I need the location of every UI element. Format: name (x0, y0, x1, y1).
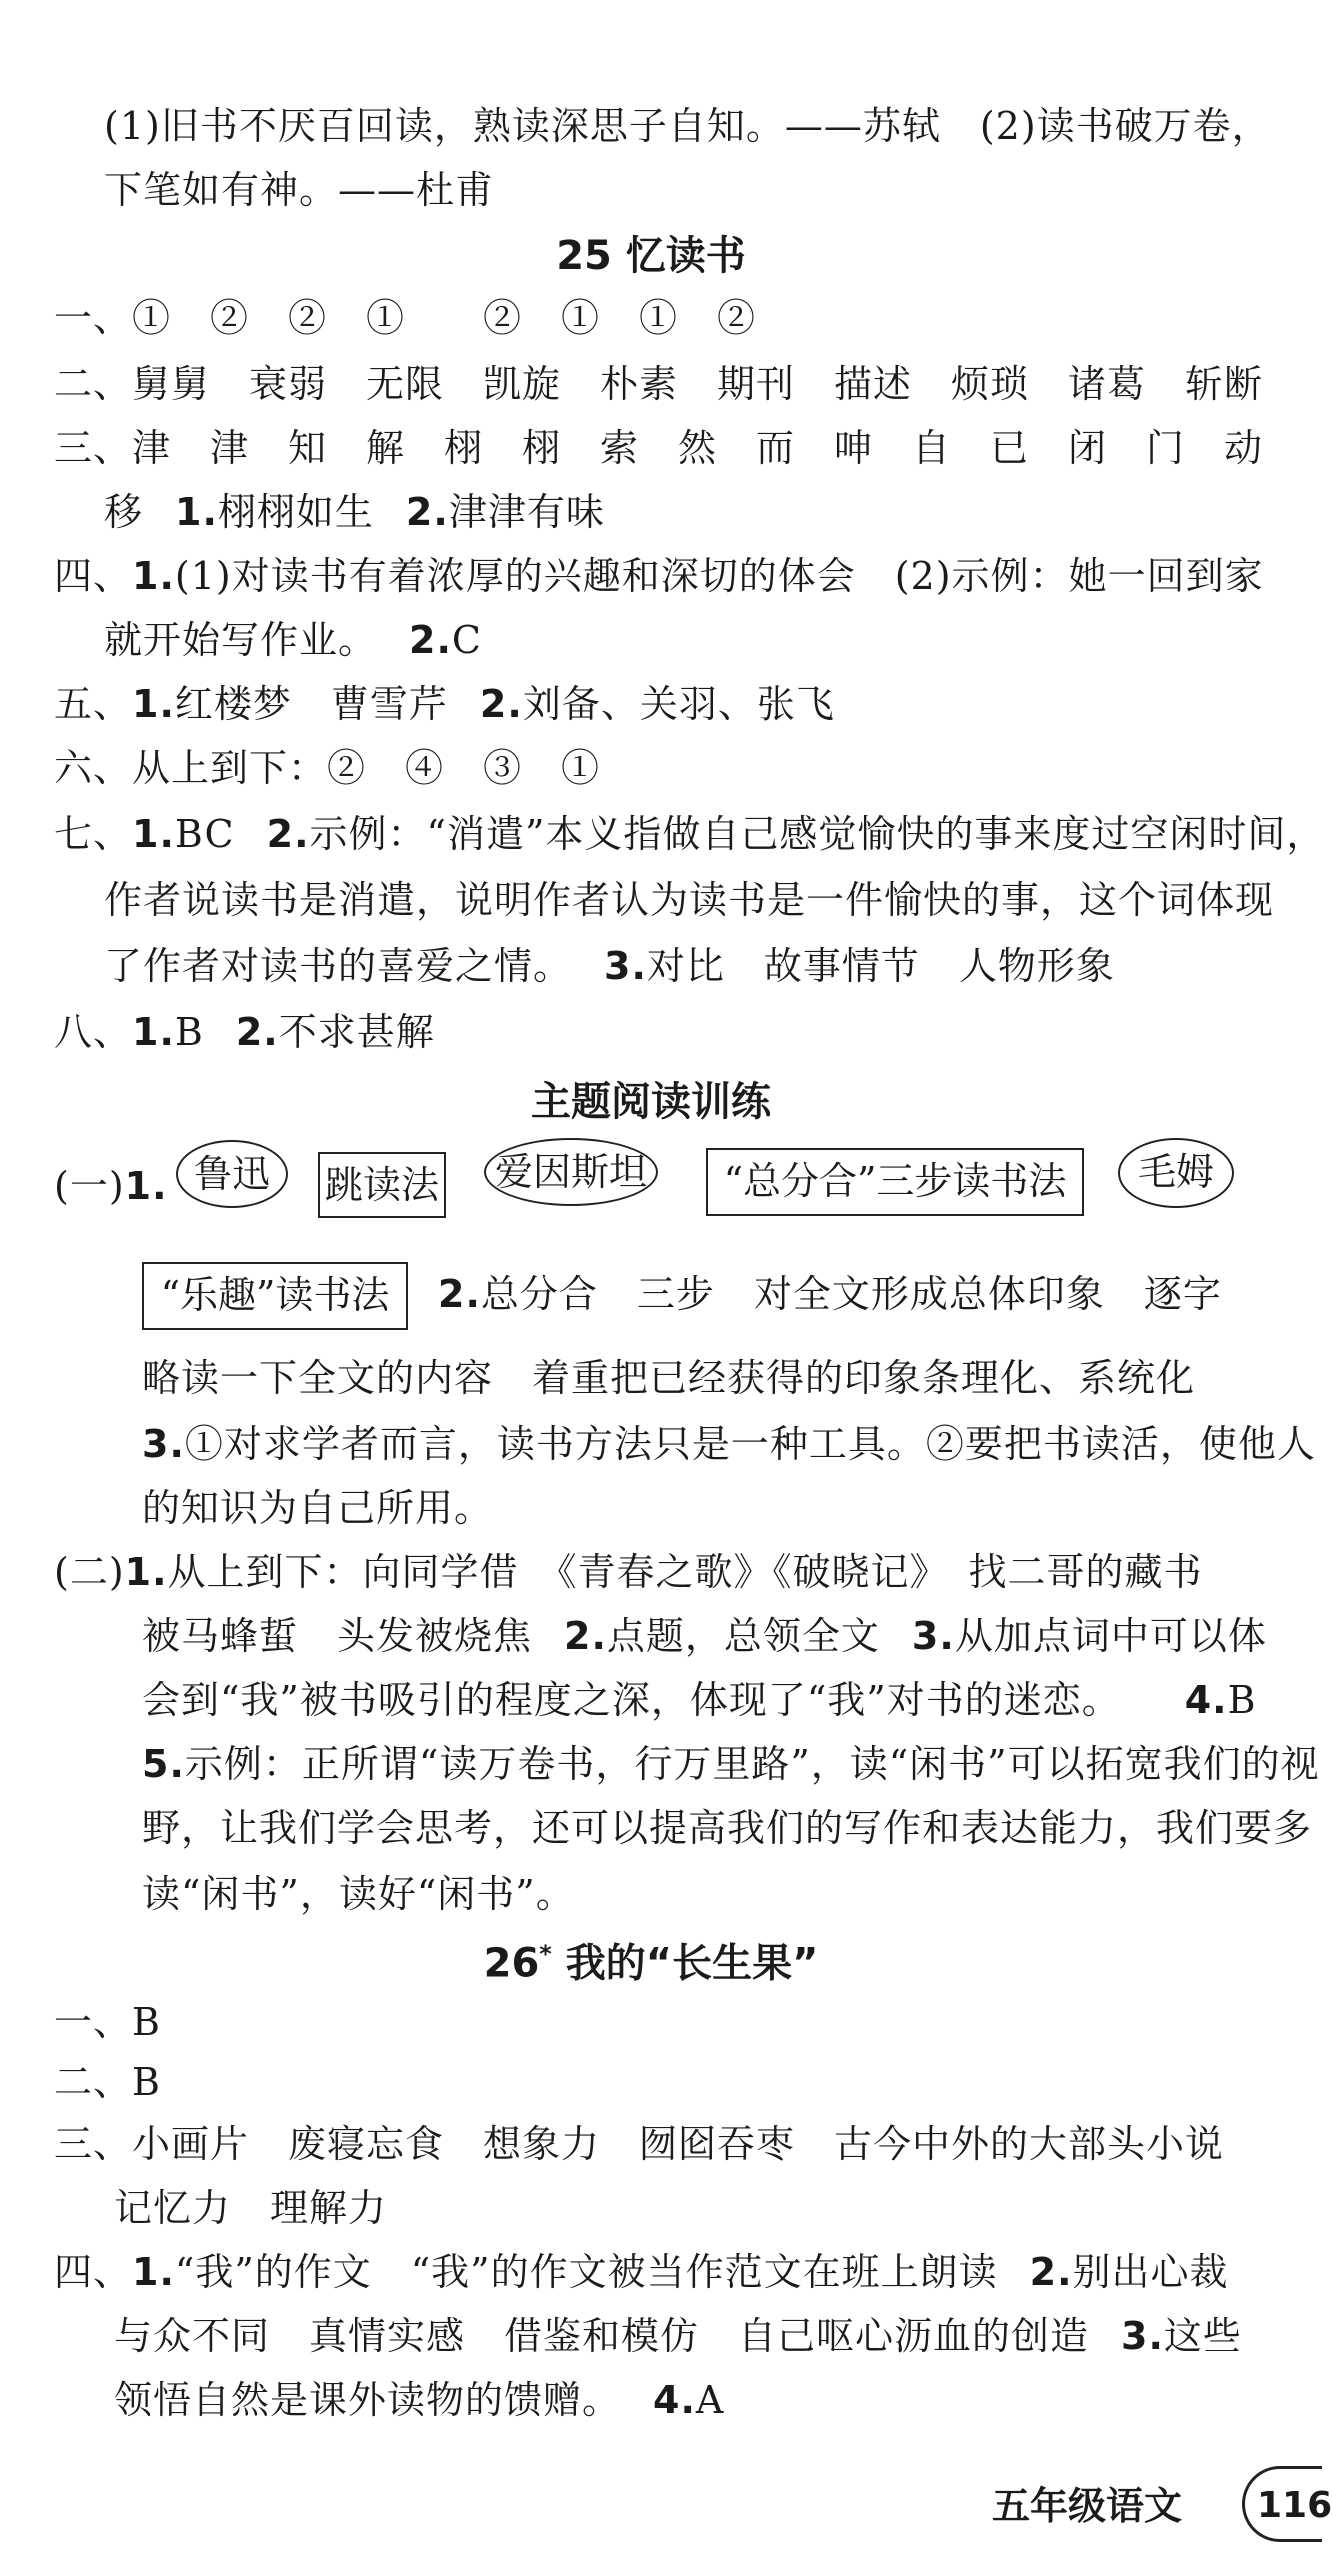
num-1: 1. (132, 2250, 175, 2294)
poem-line-1: (1)旧书不厌百回读，熟读深思子自知。——苏轼 (2)读书破万卷， (104, 104, 1271, 148)
s25-q4-line2 (104, 612, 482, 668)
s25-q5 (54, 676, 835, 732)
section-26-number: 26 (483, 1940, 540, 1987)
s26-q4-ans1: “我”的作文 “我”的作文被当作范文在班上朗读 (174, 2250, 998, 2294)
oval-box-maomu: 毛姆 (1118, 1138, 1234, 1208)
part1-q2-line1 (438, 1266, 1222, 1322)
page-number: 116 (1242, 2466, 1322, 2542)
num-2: 2. (1029, 2250, 1073, 2294)
s25-q8-ans2: 不求甚解 (278, 1010, 435, 1054)
num-1: 1. (132, 682, 175, 726)
part1-pre: (一) (54, 1164, 125, 1208)
s25-q8-ans1: B (174, 1010, 204, 1054)
s25-q6: 六、从上到下：② ④ ③ ① (54, 746, 601, 790)
num-4: 4. (1184, 1678, 1228, 1722)
part2-q1-text: 从上到下：向同学借 《青春之歌》《破晓记》 找二哥的藏书 (167, 1550, 1203, 1594)
part2-line5: 野，让我们学会思考，还可以提高我们的写作和表达能力，我们要多 (142, 1806, 1313, 1850)
s25-q3-pre: 移 (104, 490, 144, 534)
num-1: 1. (132, 1010, 175, 1054)
num-1: 1. (124, 1550, 168, 1594)
s25-q7-ans3: 对比 故事情节 人物形象 (646, 944, 1115, 988)
rect-box-tiaodu: 跳读法 (318, 1152, 446, 1218)
num-1: 1. (132, 812, 175, 856)
s25-q7-line2: 作者说读书是消遣，说明作者认为读书是一件愉快的事，这个词体现 (104, 878, 1275, 922)
part2-line2 (142, 1608, 1267, 1664)
num-3: 3. (1121, 2314, 1164, 2358)
s25-q4-line1 (54, 548, 1264, 604)
part1-q3-line1 (142, 1416, 1316, 1472)
s26-q3-line2: 记忆力 理解力 (114, 2186, 388, 2230)
part2-q4-ans: B (1227, 1678, 1257, 1722)
s25-q7-pre: 七、 (54, 812, 133, 856)
s25-q5-ans2: 刘备、关羽、张飞 (522, 682, 835, 726)
poem-line-2: 下笔如有神。——杜甫 (104, 168, 495, 212)
part2-q3-text: 从加点词中可以体 (954, 1614, 1267, 1658)
oval-box-aiyinsitan: 爱因斯坦 (484, 1138, 658, 1206)
theme-part1-label (54, 1158, 168, 1214)
num-2: 2. (405, 490, 449, 534)
s26-q4-text2: 与众不同 真情实感 借鉴和模仿 自己呕心沥血的创造 (114, 2314, 1090, 2358)
s25-q5-pre: 五、 (54, 682, 133, 726)
part2-q2-text: 点题，总领全文 (606, 1614, 880, 1658)
part2-q5-text: 示例：正所谓“读万卷书，行万里路”，读“闲书”可以拓宽我们的视 (184, 1742, 1320, 1786)
s26-q3-line1: 三、小画片 废寝忘食 想象力 囫囵吞枣 古今中外的大部头小说 (54, 2122, 1225, 2166)
s25-q3-line2 (104, 484, 605, 540)
s25-q7-ans1: BC (174, 812, 235, 856)
s25-q7-line1 (54, 806, 1325, 862)
num-1: 1. (175, 490, 218, 534)
num-3: 3. (911, 1614, 955, 1658)
s26-q4-text3: 领悟自然是课外读物的馈赠。 (114, 2378, 622, 2422)
s26-q1: 一、B (54, 2000, 161, 2044)
s25-q4-text: (1)对读书有着浓厚的兴趣和深切的体会 (2)示例：她一回到家 (174, 554, 1264, 598)
s25-q8-pre: 八、 (54, 1010, 133, 1054)
s26-q4-line3 (114, 2372, 724, 2428)
num-2: 2. (266, 812, 310, 856)
num-3: 3. (604, 944, 647, 988)
part2-line4 (142, 1736, 1320, 1792)
part1-q2-line2: 略读一下全文的内容 着重把已经获得的印象条理化、系统化 (142, 1356, 1196, 1400)
s26-q4-ans4: A (695, 2378, 725, 2422)
s25-q2: 二、舅舅 衰弱 无限 凯旋 朴素 期刊 描述 烦琐 诸葛 斩断 (54, 362, 1264, 406)
num-3: 3. (142, 1422, 185, 1466)
s26-q4-ans2: 别出心裁 (1072, 2250, 1229, 2294)
num-4: 4. (653, 2378, 696, 2422)
num-2: 2. (409, 618, 452, 662)
s25-q7-line3 (104, 938, 1115, 994)
part2-q1-text2: 被马蜂蜇 头发被烧焦 (142, 1614, 533, 1658)
s25-q3-line1: 三、津 津 知 解 栩 栩 索 然 而 呻 自 已 闭 门 动 (54, 426, 1264, 470)
s25-q3-ans1: 栩栩如生 (217, 490, 374, 534)
s26-q4-ans3: 这些 (1163, 2314, 1242, 2358)
s25-q7-text3: 了作者对读书的喜爱之情。 (104, 944, 573, 988)
num-2: 2. (564, 1614, 607, 1658)
num-1: 1. (132, 554, 175, 598)
section-26-title (0, 1926, 1302, 1991)
s25-q8 (54, 1004, 435, 1060)
part1-q2-text: 总分合 三步 对全文形成总体印象 逐字 (480, 1272, 1222, 1316)
s25-q7-ans2: 示例：“消遣”本义指做自己感觉愉快的事来度过空闲时间， (309, 812, 1326, 856)
s25-q4-ans2: C (451, 618, 482, 662)
footer-label: 五年级语文 (991, 2484, 1182, 2528)
part2-q3-text2: 会到“我”被书吸引的程度之深，体现了“我”对书的迷恋。 (142, 1678, 1121, 1722)
part1-q3-text: ①对求学者而言，读书方法只是一种工具。②要把书读活，使他人 (184, 1422, 1316, 1466)
section-26-name: 我的“长生果” (565, 1940, 819, 1987)
part2-line3 (142, 1672, 1257, 1728)
theme-reading-title: 主题阅读训练 (531, 1079, 771, 1125)
s26-q4-line1 (54, 2244, 1229, 2300)
rect-box-zongfenhe: “总分合”三步读书法 (706, 1148, 1084, 1216)
s25-q1: 一、① ② ② ① ② ① ① ② (54, 296, 757, 340)
s26-q4-line2 (114, 2308, 1242, 2364)
part1-q3-line2: 的知识为自己所用。 (142, 1486, 494, 1530)
rect-box-lequ: “乐趣”读书法 (142, 1262, 408, 1330)
s25-q4-pre: 四、 (54, 554, 133, 598)
num-2: 2. (438, 1272, 481, 1316)
s25-q5-ans1: 红楼梦 曹雪芹 (174, 682, 448, 726)
num-1: 1. (124, 1164, 168, 1208)
part2-q1 (54, 1544, 1203, 1600)
num-2: 2. (235, 1010, 279, 1054)
s26-q4-pre: 四、 (54, 2250, 133, 2294)
s26-q2: 二、B (54, 2060, 161, 2104)
s25-q4-text2: 就开始写作业。 (104, 618, 378, 662)
s25-q3-ans2: 津津有味 (448, 490, 605, 534)
part2-pre: (二) (54, 1550, 125, 1594)
num-5: 5. (142, 1742, 185, 1786)
num-2: 2. (479, 682, 523, 726)
part2-line6: 读“闲书”，读好“闲书”。 (142, 1872, 575, 1916)
section-25-title: 25 忆读书 (556, 233, 746, 279)
star-mark: * (539, 1940, 552, 1968)
oval-box-luxun: 鲁迅 (176, 1140, 288, 1208)
